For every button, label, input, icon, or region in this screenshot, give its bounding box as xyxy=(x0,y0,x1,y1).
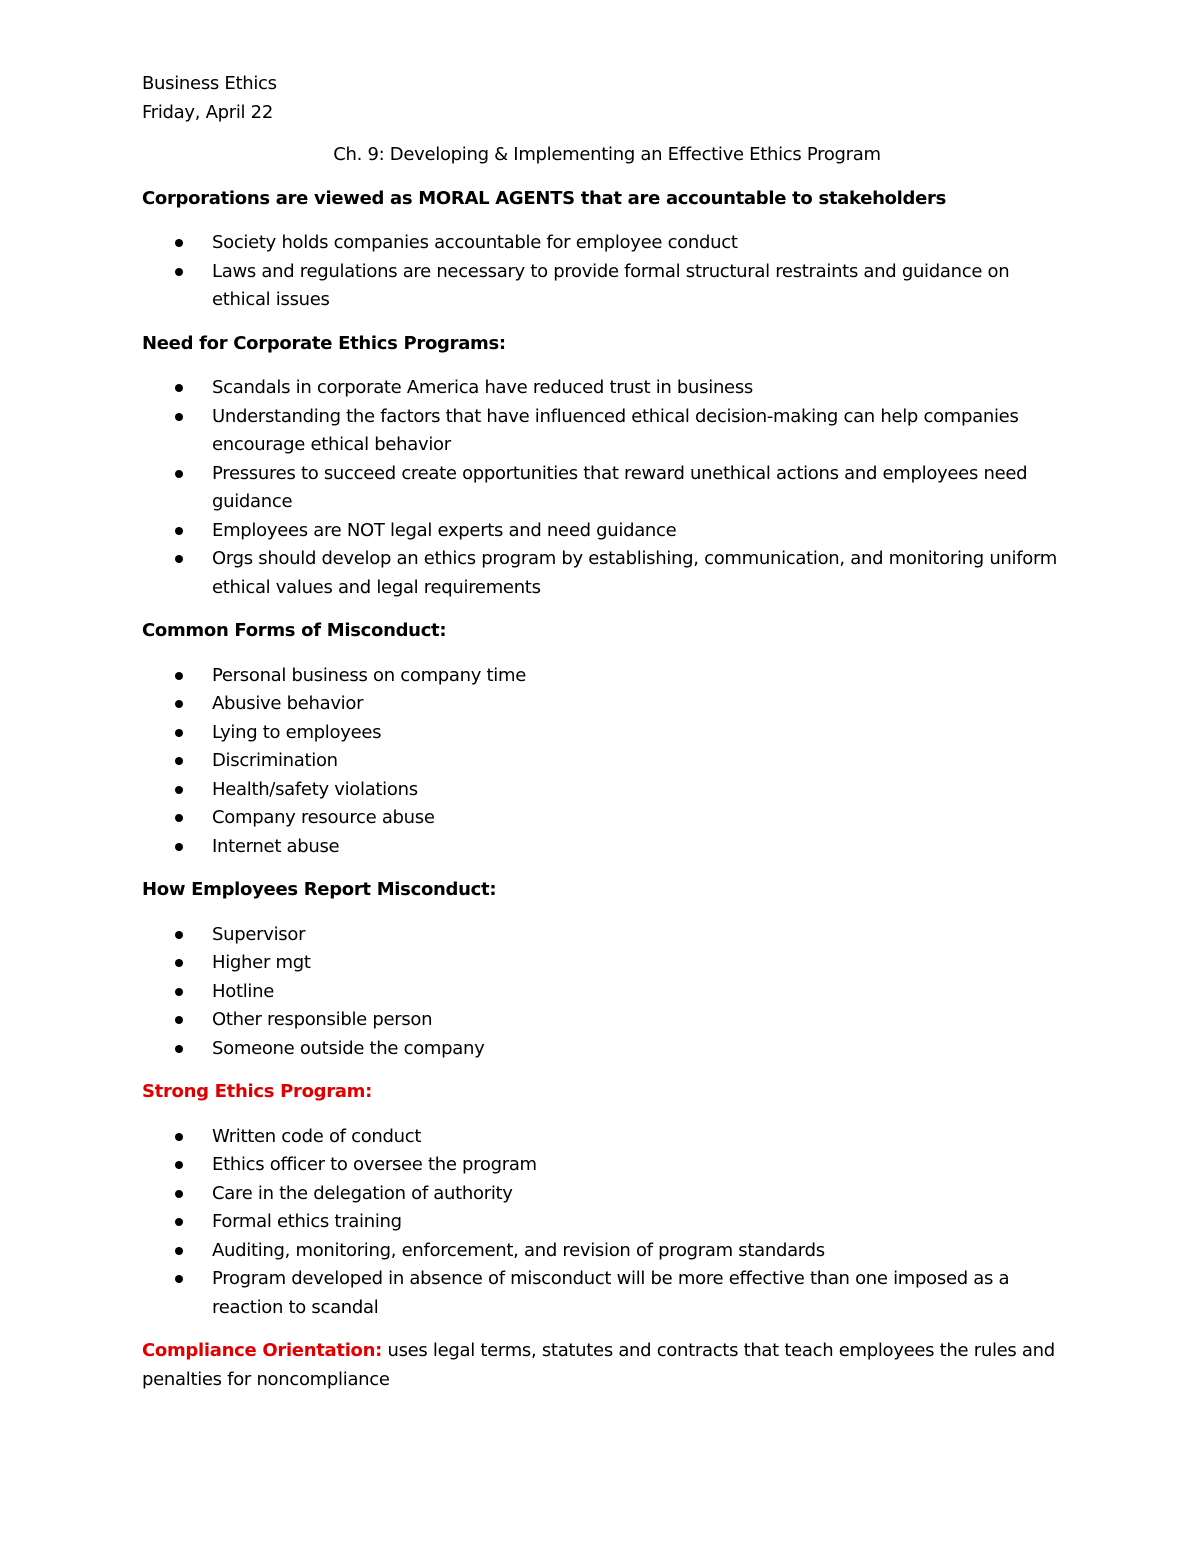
need-for-programs-list xyxy=(142,374,1072,602)
list-item: Scandals in corporate America have reduced trust in business xyxy=(142,374,1072,403)
document-page xyxy=(142,70,1072,1394)
section-heading-reporting: How Employees Report Misconduct: xyxy=(142,879,497,900)
list-item: Lying to employees xyxy=(142,719,1072,748)
bullet-icon xyxy=(175,1218,183,1226)
bullet-icon xyxy=(175,239,183,247)
list-item: Higher mgt xyxy=(142,949,1072,978)
list-item: Supervisor xyxy=(142,921,1072,950)
bullet-icon xyxy=(175,555,183,563)
bullet-icon xyxy=(175,470,183,478)
compliance-label: Compliance Orientation: xyxy=(142,1340,383,1361)
bullet-icon xyxy=(175,700,183,708)
list-item: Auditing, monitoring, enforcement, and revision of program standards xyxy=(142,1237,1072,1266)
bullet-icon xyxy=(175,413,183,421)
section-heading-need-for-programs: Need for Corporate Ethics Programs: xyxy=(142,332,506,354)
list-item: Laws and regulations are necessary to provide formal structural restraints and guidance on ethical issues xyxy=(142,258,1072,315)
list-item: Internet abuse xyxy=(142,833,1072,862)
list-item: Other responsible person xyxy=(142,1006,1072,1035)
bullet-icon xyxy=(175,959,183,967)
bullet-icon xyxy=(175,527,183,535)
list-item: Understanding the factors that have influenced ethical decision-making can help companies encourage ethical behavior xyxy=(142,403,1072,460)
section-heading-strong-program: Strong Ethics Program: xyxy=(142,1081,373,1102)
list-item: Abusive behavior xyxy=(142,690,1072,719)
bullet-icon xyxy=(175,1133,183,1141)
strong-program-list xyxy=(142,1123,1072,1323)
bullet-icon xyxy=(175,988,183,996)
list-item: Program developed in absence of misconduct will be more effective than one imposed as a reaction to scandal xyxy=(142,1265,1072,1322)
bullet-icon xyxy=(175,814,183,822)
list-item: Company resource abuse xyxy=(142,804,1072,833)
bullet-icon xyxy=(175,1045,183,1053)
bullet-icon xyxy=(175,1275,183,1283)
course-name: Business Ethics xyxy=(142,73,277,94)
bullet-icon xyxy=(175,843,183,851)
reporting-list xyxy=(142,921,1072,1064)
bullet-icon xyxy=(175,384,183,392)
list-item: Discrimination xyxy=(142,747,1072,776)
moral-agents-list xyxy=(142,229,1072,315)
list-item: Care in the delegation of authority xyxy=(142,1180,1072,1209)
list-item: Hotline xyxy=(142,978,1072,1007)
lecture-date: Friday, April 22 xyxy=(142,101,273,123)
bullet-icon xyxy=(175,268,183,276)
bullet-icon xyxy=(175,1161,183,1169)
chapter-title: Ch. 9: Developing & Implementing an Effective Ethics Program xyxy=(333,144,881,165)
compliance-orientation-paragraph xyxy=(142,1337,1072,1394)
list-item: Employees are NOT legal experts and need guidance xyxy=(142,517,1072,546)
section-heading-misconduct-forms: Common Forms of Misconduct: xyxy=(142,620,447,641)
bullet-icon xyxy=(175,729,183,737)
bullet-icon xyxy=(175,1190,183,1198)
list-item: Society holds companies accountable for employee conduct xyxy=(142,229,1072,258)
section-heading-moral-agents: Corporations are viewed as MORAL AGENTS that are accountable to stakeholders xyxy=(142,187,947,209)
list-item: Someone outside the company xyxy=(142,1035,1072,1064)
list-item: Written code of conduct xyxy=(142,1123,1072,1152)
bullet-icon xyxy=(175,931,183,939)
compliance-text: uses legal terms, statutes and contracts that teach employees the rules and penalties for noncompliance xyxy=(142,1340,1055,1390)
list-item: Health/safety violations xyxy=(142,776,1072,805)
bullet-icon xyxy=(175,786,183,794)
list-item: Personal business on company time xyxy=(142,662,1072,691)
list-item: Ethics officer to oversee the program xyxy=(142,1151,1072,1180)
list-item: Orgs should develop an ethics program by establishing, communication, and monitoring uniform ethical values and legal requirements xyxy=(142,545,1072,602)
list-item: Formal ethics training xyxy=(142,1208,1072,1237)
bullet-icon xyxy=(175,1016,183,1024)
misconduct-forms-list xyxy=(142,662,1072,862)
bullet-icon xyxy=(175,757,183,765)
list-item: Pressures to succeed create opportunities that reward unethical actions and employees need guidance xyxy=(142,460,1072,517)
bullet-icon xyxy=(175,1247,183,1255)
bullet-icon xyxy=(175,672,183,680)
